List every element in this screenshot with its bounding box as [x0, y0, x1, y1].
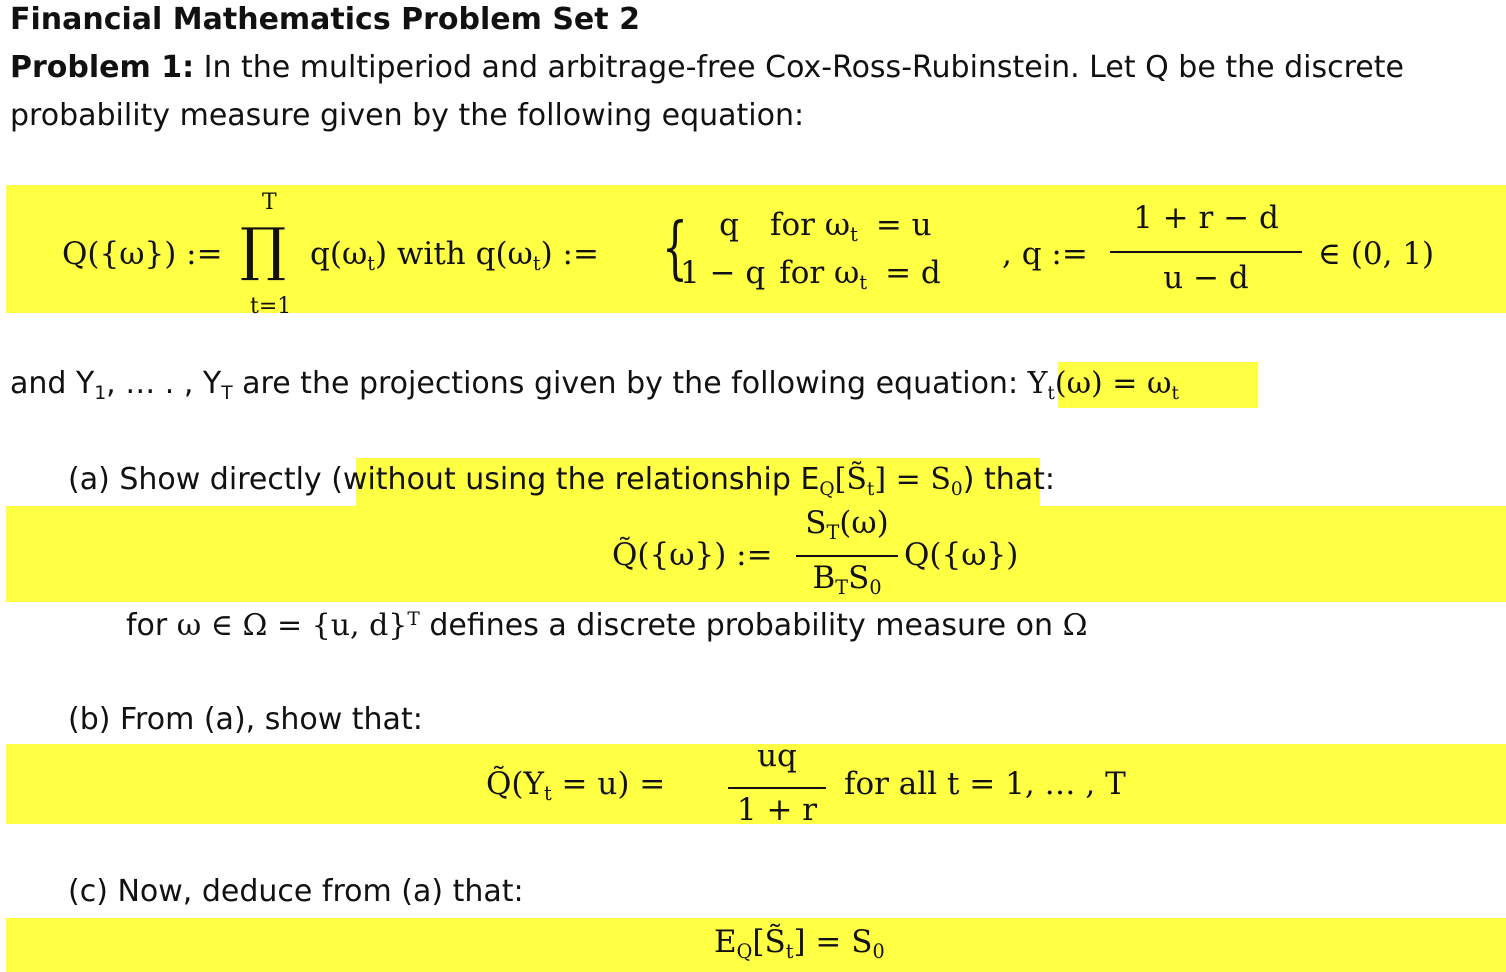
eq1-interval: ∈ (0, 1)	[1318, 236, 1435, 272]
part-c-bracket: [S̃	[752, 924, 786, 960]
part-c-E: E	[714, 924, 737, 960]
proj-rest: are the projections given by the following equation:	[232, 366, 1028, 401]
proj-eq-mid: (ω) = ω	[1054, 366, 1172, 401]
proj-eq	[1027, 366, 1179, 404]
proj-eq-sub2: t	[1171, 382, 1179, 404]
part-a-question	[68, 462, 1055, 500]
eq1-product-term	[310, 236, 599, 275]
intro-line-2: probability measure given by the following equation:	[10, 98, 805, 133]
part-b-frac-den: 1 + r	[736, 792, 818, 828]
eq1-case1-rhs: = u	[875, 207, 932, 243]
part-a-den-sub0: 0	[869, 576, 882, 600]
part-b-question: (b) From (a), show that:	[68, 702, 423, 737]
eq1-fraction-bar	[1110, 251, 1302, 253]
proj-sub-T: T	[221, 382, 233, 404]
part-a-for-sup: T	[407, 608, 420, 630]
part-a-den-subT: T	[835, 576, 849, 600]
part-c-question: (c) Now, deduce from (a) that:	[68, 874, 524, 909]
part-a-after: ) that:	[962, 462, 1055, 497]
proj-eq-lhs: Y	[1027, 366, 1048, 401]
part-a-frac-num	[792, 505, 902, 544]
eq1-product-symbol: ∏	[240, 215, 287, 283]
part-b-sub: t	[543, 782, 552, 806]
part-c-sub0: 0	[872, 940, 885, 964]
part-b-lhs: Q̃(Y	[486, 766, 544, 802]
eq1-with: ) with q(ω	[374, 236, 533, 272]
part-a-num-S: S	[805, 505, 827, 541]
eq1-numerator: 1 + r − d	[1133, 200, 1279, 236]
eq1-q-omega: q(ω	[310, 236, 368, 272]
part-a-frac-den	[792, 560, 902, 599]
part-a-hl-sub0: 0	[950, 478, 963, 500]
proj-sub-1: 1	[94, 382, 107, 404]
part-a-fraction-bar	[796, 555, 898, 557]
part-a-for-math: ω ∈ Ω = {u, d}	[176, 608, 408, 643]
intro-text: In the multiperiod and arbitrage-free Cox-Ross-Rubinstein. Let Q be the discrete	[194, 50, 1404, 85]
part-c-rest: ] = S	[793, 924, 873, 960]
intro-line-1	[10, 50, 1404, 85]
proj-and: and Y	[10, 366, 95, 401]
eq1-case1-sub: t	[850, 223, 858, 247]
eq1-def: ) :=	[540, 236, 599, 272]
part-a-for-rest: defines a discrete probability measure on	[419, 608, 1063, 643]
eq1-case-2	[680, 255, 941, 294]
part-a-hl-bracket: [S̃	[834, 462, 867, 497]
proj-dots: , … . , Y	[106, 366, 222, 401]
part-a-label: (a) Show directly (	[68, 462, 343, 497]
eq1-case2-rhs: = d	[885, 255, 941, 291]
part-a-omega: Ω	[1062, 608, 1088, 643]
eq1-case2-cond: for ω	[779, 255, 860, 291]
part-c-equation	[714, 924, 885, 963]
eq1-case1-value: q	[719, 207, 739, 243]
eq1-q-def: , q :=	[1002, 236, 1088, 272]
part-c-sub: Q	[736, 940, 753, 964]
problem-label: Problem 1:	[10, 50, 195, 85]
part-b-tail: for all t = 1, … , T	[844, 766, 1126, 802]
part-a-hl-sub: Q	[819, 478, 835, 500]
page-title: Financial Mathematics Problem Set 2	[10, 2, 640, 37]
part-a-for-line	[126, 608, 1087, 643]
part-a-hl-close: ] = S	[874, 462, 951, 497]
part-a-num-sub: T	[826, 521, 840, 545]
eq1-prod-lower: t=1	[250, 294, 292, 319]
part-c-sub-t: t	[785, 940, 794, 964]
part-b-eq-lhs	[486, 766, 665, 805]
eq1-sub-t2: t	[532, 252, 541, 276]
part-b-fraction-bar	[728, 787, 826, 789]
eq1-denominator: u − d	[1163, 260, 1249, 296]
eq1-lhs: Q({ω}) :=	[62, 236, 223, 272]
part-a-hl-sub-t: t	[866, 478, 875, 500]
eq1-case1-cond: for ω	[770, 207, 851, 243]
projections-line	[10, 366, 1179, 404]
part-b-frac-num: uq	[757, 738, 797, 774]
eq1-case-1	[700, 207, 932, 246]
part-b-mid: = u) =	[551, 766, 666, 802]
part-a-eq-lhs: Q̃({ω}) :=	[612, 537, 773, 573]
part-a-den-B: B	[812, 560, 836, 596]
eq1-brace: {	[662, 209, 688, 288]
eq1-prod-upper: T	[262, 190, 277, 215]
part-a-den-S: S	[848, 560, 870, 596]
eq1-case2-value: 1 − q	[680, 255, 766, 291]
part-a-for: for	[126, 608, 177, 643]
part-a-hl-text: without using the relationship E	[342, 462, 820, 497]
proj-eq-sub: t	[1047, 382, 1055, 404]
eq1-sub-t: t	[367, 252, 375, 276]
part-a-eq-rhs: Q({ω})	[904, 537, 1019, 573]
part-a-num-rest: (ω)	[839, 505, 889, 541]
eq1-case2-sub: t	[859, 271, 868, 295]
